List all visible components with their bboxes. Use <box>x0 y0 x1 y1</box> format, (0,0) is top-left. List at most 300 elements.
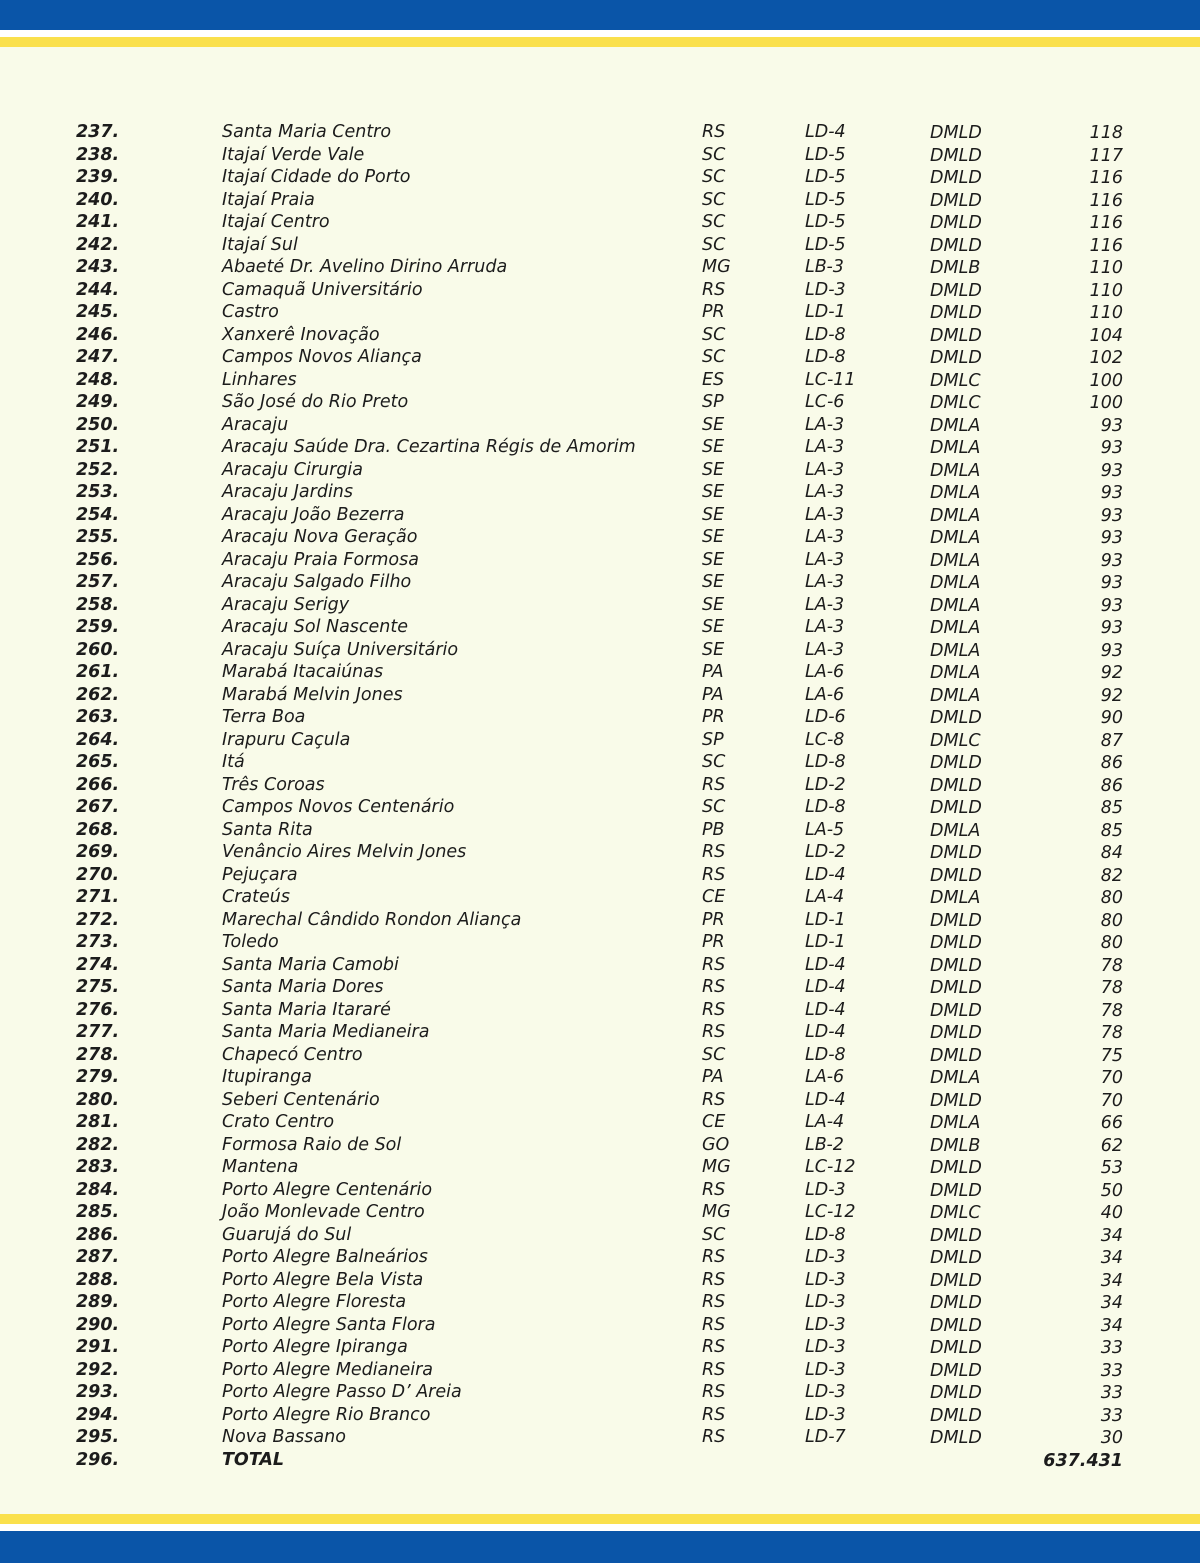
row-number: 290. <box>76 1314 120 1335</box>
club-name: Crateús <box>222 887 290 907</box>
club-name: Santa Maria Medianeira <box>222 1022 430 1042</box>
member-count: 80 <box>1100 910 1123 931</box>
multiple-district: DMLA <box>930 640 981 661</box>
district-code: LA-6 <box>805 1067 845 1087</box>
table-row <box>0 729 1200 752</box>
club-name: Pejuçara <box>222 864 298 885</box>
row-number: 258. <box>76 594 120 615</box>
club-name: Formosa Raio de Sol <box>222 1134 402 1155</box>
state-code: RS <box>702 122 726 142</box>
member-count: 110 <box>1089 258 1123 278</box>
club-name: Porto Alegre Centenário <box>222 1179 433 1200</box>
member-count: 118 <box>1089 123 1123 143</box>
bottom-yellow-stripe <box>0 1514 1200 1524</box>
club-name: João Monlevade Centro <box>222 1202 425 1222</box>
member-count: 93 <box>1100 460 1123 481</box>
row-number: 264. <box>76 729 120 750</box>
member-count: 93 <box>1100 528 1123 548</box>
state-code: SC <box>702 189 726 210</box>
row-number: 291. <box>76 1337 120 1357</box>
total-value: 637.431 <box>1043 1450 1123 1471</box>
district-code: LD-8 <box>805 797 846 817</box>
district-code: LD-2 <box>805 842 846 862</box>
member-count: 116 <box>1089 213 1123 233</box>
multiple-district: DMLA <box>930 663 981 683</box>
club-name: Seberi Centenário <box>222 1089 380 1110</box>
table-row <box>0 999 1200 1022</box>
state-code: SC <box>702 167 726 187</box>
row-number: 251. <box>76 437 120 457</box>
table-row <box>0 1156 1200 1179</box>
multiple-district: DMLD <box>930 1045 982 1066</box>
row-number: 293. <box>76 1382 120 1402</box>
table-row <box>0 639 1200 662</box>
district-code: LD-3 <box>805 1179 846 1200</box>
table-row <box>0 1291 1200 1314</box>
district-code: LD-1 <box>805 302 846 322</box>
district-code: LA-4 <box>805 887 845 907</box>
row-number: 278. <box>76 1044 120 1065</box>
district-code: LB-3 <box>805 257 844 277</box>
club-name: Castro <box>222 302 279 322</box>
table-row <box>0 661 1200 684</box>
member-count: 93 <box>1100 618 1123 638</box>
state-code: SP <box>702 392 724 412</box>
state-code: PR <box>702 707 725 727</box>
member-count: 40 <box>1100 1203 1123 1223</box>
table-row <box>0 1359 1200 1382</box>
member-count: 93 <box>1100 550 1123 571</box>
table-row <box>0 571 1200 594</box>
district-code: LD-8 <box>805 1044 846 1065</box>
club-name: Campos Novos Centenário <box>222 797 455 817</box>
member-count: 93 <box>1100 573 1123 593</box>
multiple-district: DMLA <box>930 573 981 593</box>
district-code: LA-5 <box>805 819 845 840</box>
row-number: 247. <box>76 347 120 367</box>
table-row <box>0 976 1200 999</box>
club-name: Itajaí Sul <box>222 234 298 255</box>
multiple-district: DMLC <box>930 730 981 751</box>
row-number: 295. <box>76 1427 120 1447</box>
row-number: 254. <box>76 504 120 525</box>
multiple-district: DMLA <box>930 1068 981 1088</box>
state-code: SP <box>702 729 724 750</box>
row-number: 248. <box>76 369 120 390</box>
row-number: 274. <box>76 954 120 975</box>
member-count: 62 <box>1100 1135 1123 1156</box>
multiple-district: DMLA <box>930 1113 981 1133</box>
state-code: PR <box>702 302 725 322</box>
member-count: 78 <box>1100 1023 1123 1043</box>
district-code: LA-4 <box>805 1112 845 1132</box>
club-name: Mantena <box>222 1157 299 1177</box>
member-count: 104 <box>1089 325 1123 346</box>
table-row <box>0 549 1200 572</box>
member-count: 93 <box>1100 438 1123 458</box>
state-code: RS <box>702 1269 726 1290</box>
club-name: Abaeté Dr. Avelino Dirino Arruda <box>222 257 508 277</box>
district-code: LD-1 <box>805 932 846 952</box>
member-count: 70 <box>1100 1068 1123 1088</box>
district-code: LA-3 <box>805 527 845 547</box>
member-count: 93 <box>1100 640 1123 661</box>
member-count: 93 <box>1100 595 1123 616</box>
total-row-number: 296. <box>76 1449 120 1470</box>
district-code: LD-4 <box>805 122 846 142</box>
multiple-district: DMLD <box>930 168 982 188</box>
multiple-district: DMLD <box>930 1023 982 1043</box>
state-code: SC <box>702 1224 726 1245</box>
club-name: Porto Alegre Balneários <box>222 1247 428 1267</box>
row-number: 246. <box>76 324 120 345</box>
district-code: LD-8 <box>805 324 846 345</box>
multiple-district: DMLC <box>930 393 981 413</box>
table-row <box>0 256 1200 279</box>
state-code: RS <box>702 1359 726 1380</box>
state-code: PR <box>702 909 725 930</box>
multiple-district: DMLA <box>930 550 981 571</box>
club-name: Aracaju Jardins <box>222 482 354 502</box>
row-number: 261. <box>76 662 120 682</box>
club-name: Porto Alegre Bela Vista <box>222 1269 424 1290</box>
row-number: 262. <box>76 684 120 705</box>
multiple-district: DMLD <box>930 753 982 773</box>
state-code: CE <box>702 887 726 907</box>
state-code: PA <box>702 684 724 705</box>
table-row <box>0 369 1200 392</box>
member-count: 34 <box>1100 1248 1123 1268</box>
district-code: LD-4 <box>805 864 846 885</box>
state-code: CE <box>702 1112 726 1132</box>
table-row <box>0 234 1200 257</box>
district-code: LC-12 <box>805 1202 856 1222</box>
district-code: LD-4 <box>805 977 846 997</box>
multiple-district: DMLD <box>930 145 982 166</box>
multiple-district: DMLD <box>930 933 982 953</box>
table-row <box>0 841 1200 864</box>
multiple-district: DMLD <box>930 1360 982 1381</box>
member-count: 34 <box>1100 1293 1123 1313</box>
district-code: LA-3 <box>805 482 845 502</box>
state-code: SE <box>702 527 725 547</box>
member-count: 30 <box>1100 1428 1123 1448</box>
row-number: 253. <box>76 482 120 502</box>
state-code: SC <box>702 1044 726 1065</box>
multiple-district: DMLD <box>930 1270 982 1291</box>
table-row <box>0 1314 1200 1337</box>
member-count: 92 <box>1100 663 1123 683</box>
row-number: 281. <box>76 1112 120 1132</box>
state-code: RS <box>702 842 726 862</box>
table-row <box>0 481 1200 504</box>
multiple-district: DMLD <box>930 325 982 346</box>
district-code: LB-2 <box>805 1134 844 1155</box>
state-code: MG <box>702 1202 731 1222</box>
multiple-district: DMLA <box>930 685 981 706</box>
clubs-table <box>0 121 1200 1471</box>
member-count: 102 <box>1089 348 1123 368</box>
district-code: LC-6 <box>805 392 845 412</box>
club-name: Itajaí Cidade do Porto <box>222 167 411 187</box>
club-name: Venâncio Aires Melvin Jones <box>222 842 467 862</box>
multiple-district: DMLA <box>930 618 981 638</box>
row-number: 239. <box>76 167 120 187</box>
district-code: LA-3 <box>805 504 845 525</box>
row-number: 252. <box>76 459 120 480</box>
district-code: LD-4 <box>805 1089 846 1110</box>
table-row <box>0 1381 1200 1404</box>
multiple-district: DMLD <box>930 955 982 976</box>
row-number: 238. <box>76 144 120 165</box>
member-count: 85 <box>1100 798 1123 818</box>
district-code: LD-3 <box>805 1359 846 1380</box>
table-row <box>0 706 1200 729</box>
club-name: Porto Alegre Floresta <box>222 1292 407 1312</box>
district-code: LD-8 <box>805 752 846 772</box>
state-code: SE <box>702 639 725 660</box>
club-name: Aracaju Praia Formosa <box>222 549 419 570</box>
club-name: Nova Bassano <box>222 1427 346 1447</box>
club-name: Santa Maria Centro <box>222 122 392 142</box>
row-number: 276. <box>76 999 120 1020</box>
member-count: 34 <box>1100 1315 1123 1336</box>
club-name: Itajaí Centro <box>222 212 330 232</box>
table-row <box>0 1246 1200 1269</box>
table-row <box>0 796 1200 819</box>
state-code: SE <box>702 594 725 615</box>
state-code: RS <box>702 1179 726 1200</box>
table-row <box>0 1404 1200 1427</box>
row-number: 275. <box>76 977 120 997</box>
row-number: 284. <box>76 1179 120 1200</box>
state-code: SE <box>702 504 725 525</box>
row-number: 285. <box>76 1202 120 1222</box>
multiple-district: DMLD <box>930 1428 982 1448</box>
table-row <box>0 1336 1200 1359</box>
club-name: Santa Maria Camobi <box>222 954 399 975</box>
member-count: 87 <box>1100 730 1123 751</box>
district-code: LD-3 <box>805 1404 846 1425</box>
member-count: 110 <box>1089 280 1123 301</box>
multiple-district: DMLD <box>930 1383 982 1403</box>
row-number: 283. <box>76 1157 120 1177</box>
multiple-district: DMLD <box>930 1000 982 1021</box>
table-row <box>0 864 1200 887</box>
table-row <box>0 459 1200 482</box>
total-row <box>0 1449 1200 1472</box>
table-row <box>0 684 1200 707</box>
row-number: 242. <box>76 234 120 255</box>
multiple-district: DMLA <box>930 483 981 503</box>
club-name: Itá <box>222 752 245 772</box>
multiple-district: DMLD <box>930 1248 982 1268</box>
member-count: 33 <box>1100 1405 1123 1426</box>
district-code: LD-5 <box>805 212 846 232</box>
multiple-district: DMLD <box>930 123 982 143</box>
row-number: 272. <box>76 909 120 930</box>
multiple-district: DMLD <box>930 190 982 211</box>
club-name: Aracaju Serigy <box>222 594 350 615</box>
member-count: 110 <box>1089 303 1123 323</box>
table-row <box>0 211 1200 234</box>
multiple-district: DMLD <box>930 1338 982 1358</box>
state-code: SE <box>702 617 725 637</box>
club-name: Marechal Cândido Rondon Aliança <box>222 909 522 930</box>
table-row <box>0 324 1200 347</box>
district-code: LD-3 <box>805 1337 846 1357</box>
member-count: 50 <box>1100 1180 1123 1201</box>
club-name: Aracaju Nova Geração <box>222 527 418 547</box>
row-number: 289. <box>76 1292 120 1312</box>
table-row <box>0 909 1200 932</box>
table-row <box>0 931 1200 954</box>
district-code: LD-1 <box>805 909 846 930</box>
top-white-stripe <box>0 30 1200 37</box>
district-code: LD-3 <box>805 1292 846 1312</box>
table-row <box>0 751 1200 774</box>
district-code: LD-3 <box>805 1314 846 1335</box>
district-code: LA-3 <box>805 617 845 637</box>
row-number: 294. <box>76 1404 120 1425</box>
multiple-district: DMLD <box>930 1158 982 1178</box>
club-name: Santa Rita <box>222 819 313 840</box>
state-code: SC <box>702 752 726 772</box>
club-name: Terra Boa <box>222 707 306 727</box>
state-code: RS <box>702 1247 726 1267</box>
member-count: 33 <box>1100 1338 1123 1358</box>
district-code: LD-8 <box>805 1224 846 1245</box>
row-number: 268. <box>76 819 120 840</box>
district-code: LD-4 <box>805 954 846 975</box>
multiple-district: DMLD <box>930 910 982 931</box>
district-code: LD-5 <box>805 167 846 187</box>
district-code: LD-3 <box>805 279 846 300</box>
club-name: Porto Alegre Santa Flora <box>222 1314 436 1335</box>
club-name: Santa Maria Itararé <box>222 999 391 1020</box>
district-code: LA-3 <box>805 459 845 480</box>
member-count: 85 <box>1100 820 1123 841</box>
row-number: 249. <box>76 392 120 412</box>
district-code: LA-3 <box>805 414 845 435</box>
district-code: LD-7 <box>805 1427 846 1447</box>
multiple-district: DMLC <box>930 370 981 391</box>
table-row <box>0 504 1200 527</box>
multiple-district: DMLD <box>930 865 982 886</box>
member-count: 34 <box>1100 1225 1123 1246</box>
table-row <box>0 1179 1200 1202</box>
member-count: 116 <box>1089 168 1123 188</box>
multiple-district: DMLD <box>930 348 982 368</box>
member-count: 66 <box>1100 1113 1123 1133</box>
district-code: LD-5 <box>805 234 846 255</box>
row-number: 250. <box>76 414 120 435</box>
club-name: Aracaju <box>222 414 289 435</box>
row-number: 257. <box>76 572 120 592</box>
multiple-district: DMLA <box>930 820 981 841</box>
member-count: 78 <box>1100 1000 1123 1021</box>
club-name: Aracaju Saúde Dra. Cezartina Régis de Amorim <box>222 437 636 457</box>
table-row <box>0 121 1200 144</box>
multiple-district: DMLA <box>930 505 981 526</box>
row-number: 270. <box>76 864 120 885</box>
multiple-district: DMLD <box>930 280 982 301</box>
club-name: Camaquã Universitário <box>222 279 423 300</box>
state-code: RS <box>702 1404 726 1425</box>
club-name: Itajaí Verde Vale <box>222 144 365 165</box>
district-code: LD-3 <box>805 1382 846 1402</box>
state-code: RS <box>702 279 726 300</box>
member-count: 70 <box>1100 1090 1123 1111</box>
state-code: MG <box>702 257 731 277</box>
member-count: 80 <box>1100 933 1123 953</box>
row-number: 287. <box>76 1247 120 1267</box>
club-name: Crato Centro <box>222 1112 335 1132</box>
state-code: PA <box>702 662 724 682</box>
state-code: RS <box>702 1022 726 1042</box>
state-code: RS <box>702 864 726 885</box>
club-name: Toledo <box>222 932 279 952</box>
club-name: Aracaju Cirurgia <box>222 459 364 480</box>
club-name: Porto Alegre Medianeira <box>222 1359 434 1380</box>
member-count: 100 <box>1089 370 1123 391</box>
table-row <box>0 1089 1200 1112</box>
multiple-district: DMLD <box>930 213 982 233</box>
row-number: 259. <box>76 617 120 637</box>
multiple-district: DMLA <box>930 888 981 908</box>
member-count: 84 <box>1100 843 1123 863</box>
club-name: Marabá Itacaiúnas <box>222 662 384 682</box>
bottom-white-stripe <box>0 1524 1200 1531</box>
multiple-district: DMLD <box>930 1315 982 1336</box>
multiple-district: DMLA <box>930 460 981 481</box>
row-number: 245. <box>76 302 120 322</box>
row-number: 282. <box>76 1134 120 1155</box>
multiple-district: DMLD <box>930 1180 982 1201</box>
multiple-district: DMLA <box>930 438 981 458</box>
member-count: 78 <box>1100 978 1123 998</box>
table-row <box>0 594 1200 617</box>
state-code: RS <box>702 1089 726 1110</box>
club-name: Irapuru Caçula <box>222 729 351 750</box>
district-code: LD-6 <box>805 707 846 727</box>
total-label: TOTAL <box>222 1449 285 1470</box>
row-number: 241. <box>76 212 120 232</box>
club-name: Aracaju Salgado Filho <box>222 572 412 592</box>
table-row <box>0 1224 1200 1247</box>
table-row <box>0 436 1200 459</box>
row-number: 263. <box>76 707 120 727</box>
state-code: SE <box>702 572 725 592</box>
club-name: Xanxerê Inovação <box>222 324 380 345</box>
state-code: RS <box>702 999 726 1020</box>
club-name: Marabá Melvin Jones <box>222 684 403 705</box>
member-count: 86 <box>1100 775 1123 796</box>
district-code: LA-3 <box>805 549 845 570</box>
state-code: RS <box>702 1337 726 1357</box>
state-code: PR <box>702 932 725 952</box>
member-count: 82 <box>1100 865 1123 886</box>
club-name: Aracaju Suíça Universitário <box>222 639 459 660</box>
district-code: LD-8 <box>805 347 846 367</box>
club-name: Porto Alegre Rio Branco <box>222 1404 431 1425</box>
district-code: LA-6 <box>805 662 845 682</box>
table-row <box>0 1021 1200 1044</box>
state-code: PA <box>702 1067 724 1087</box>
multiple-district: DMLA <box>930 595 981 616</box>
member-count: 33 <box>1100 1383 1123 1403</box>
state-code: RS <box>702 1427 726 1447</box>
